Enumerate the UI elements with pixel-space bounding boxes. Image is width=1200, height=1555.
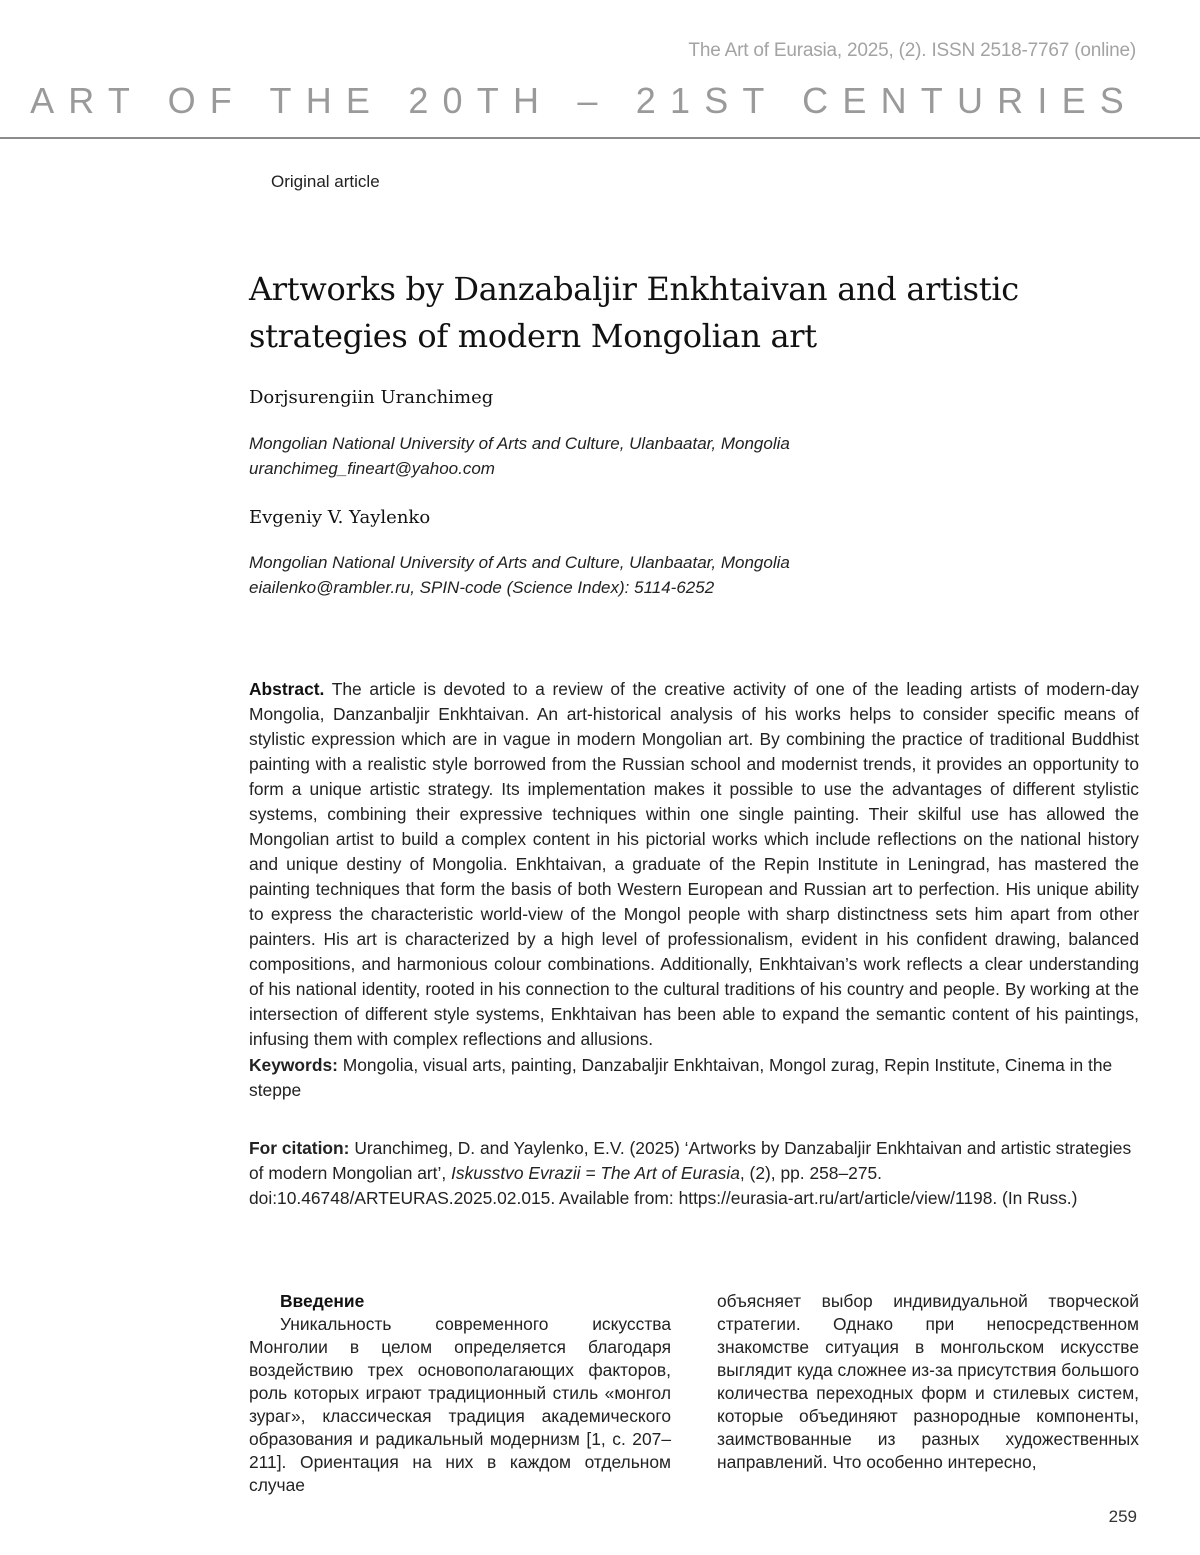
citation-journal: Iskusstvo Evrazii = The Art of Eurasia [451, 1163, 740, 1183]
author-affiliation-block [249, 550, 790, 600]
author-affiliation: Mongolian National University of Arts and Culture, Ulanbaatar, Mongolia [249, 434, 790, 453]
author-affiliation: Mongolian National University of Arts and Culture, Ulanbaatar, Mongolia [249, 553, 790, 572]
header-divider [0, 137, 1200, 139]
citation-text-tail[interactable]: , (2), pp. 258–275. doi:10.46748/ARTEURAS.2025.02.015. Available from: https://eurasia-art.ru/art/article/view/1198. (In Russ.) [249, 1163, 1078, 1208]
body-column-left [249, 1290, 671, 1497]
body-paragraph: объясняет выбор индивидуальной творческой стратегии. Однако при непосредственном знакомстве ситуация в монгольском искусстве выглядит куда сложнее из-за присутствия большого количества переходных форм и стилевых систем, которые объединяют разнородные компоненты, заимствованные из разных художественных направлений. Что особенно интересно, [717, 1291, 1139, 1472]
author-affiliation-block [249, 431, 790, 481]
author-email[interactable]: eiailenko@rambler.ru, SPIN-code (Science Index): 5114-6252 [249, 578, 715, 597]
article-title-line-1: Artworks by Danzabaljir Enkhtaivan and artistic [249, 270, 1019, 308]
abstract-text: The article is devoted to a review of the creative activity of one of the leading artists of modern-day Mongolia, Danzanbaljir Enkhtaivan. An art-historical analysis of his works helps to consider specific means of stylistic expression which are in vague in modern Mongolian art. By combining the practice of traditional Buddhist painting with a realistic style borrowed from the Russian school and modernist trends, it provides an opportunity to form a unique artistic strategy. Its implementation makes it possible to use the advantages of different stylistic systems, combining their expressive techniques within one single painting. Their skilful use has allowed the Mongolian artist to build a complex content in his pictorial works which include reflections on the national history and unique destiny of Mongolia. Enkhtaivan, a graduate of the Repin Institute in Leningrad, has mastered the painting techniques that form the basis of both Western European and Russian art to perfection. His unique ability to express the characteristic world-view of the Mongol people with sharp distinctness sets him apart from other painters. His art is characterized by a high level of professionalism, evident in his confident drawing, balanced compositions, and harmonious colour combinations. Additionally, Enkhtaivan’s work reflects a clear understanding of his national identity, rooted in his connection to the cultural traditions of his country and people. By working at the intersection of different style systems, Enkhtaivan has been able to expand the semantic content of his paintings, infusing them with complex reflections and allusions. [249, 679, 1139, 1049]
section-heading: Введение [280, 1291, 365, 1311]
citation-label: For citation: [249, 1138, 350, 1158]
citation [249, 1136, 1139, 1211]
keywords-label: Keywords: [249, 1055, 338, 1075]
body-column-right [717, 1290, 1139, 1474]
abstract [249, 677, 1139, 1052]
keywords-text: Mongolia, visual arts, painting, Danzabaljir Enkhtaivan, Mongol zurag, Repin Institute, Cinema in the steppe [249, 1055, 1113, 1100]
page-number: 259 [1108, 1507, 1137, 1526]
journal-issue-line: The Art of Eurasia, 2025, (2). ISSN 2518-7767 (online) [688, 40, 1136, 61]
author-name: Evgeniy V. Yaylenko [249, 507, 431, 528]
abstract-label: Abstract. [249, 679, 325, 699]
citation-text: Uranchimeg, D. and Yaylenko, E.V. (2025) ‘Artworks by Danzabaljir Enkhtaivan and artistic strategies of modern Mongolian art’, [249, 1138, 1132, 1183]
body-paragraph: Уникальность современного искусства Монголии в целом определяется благодаря воздействию трех основополагающих факторов, роль которых играют традиционный стиль «монгол зураг», классическая традиция академического образования и радикальный модернизм [1, с. 207–211]. Ориентация на них в каждом отдельном случае [249, 1314, 671, 1495]
keywords [249, 1053, 1139, 1103]
article-type-label: Original article [271, 172, 380, 191]
article-title [249, 266, 1069, 360]
section-title: ART OF THE 20TH – 21ST CENTURIES [30, 80, 1138, 121]
author-name: Dorjsurengiin Uranchimeg [249, 387, 494, 408]
article-title-line-2: strategies of modern Mongolian art [249, 317, 817, 355]
author-email[interactable]: uranchimeg_fineart@yahoo.com [249, 459, 495, 478]
